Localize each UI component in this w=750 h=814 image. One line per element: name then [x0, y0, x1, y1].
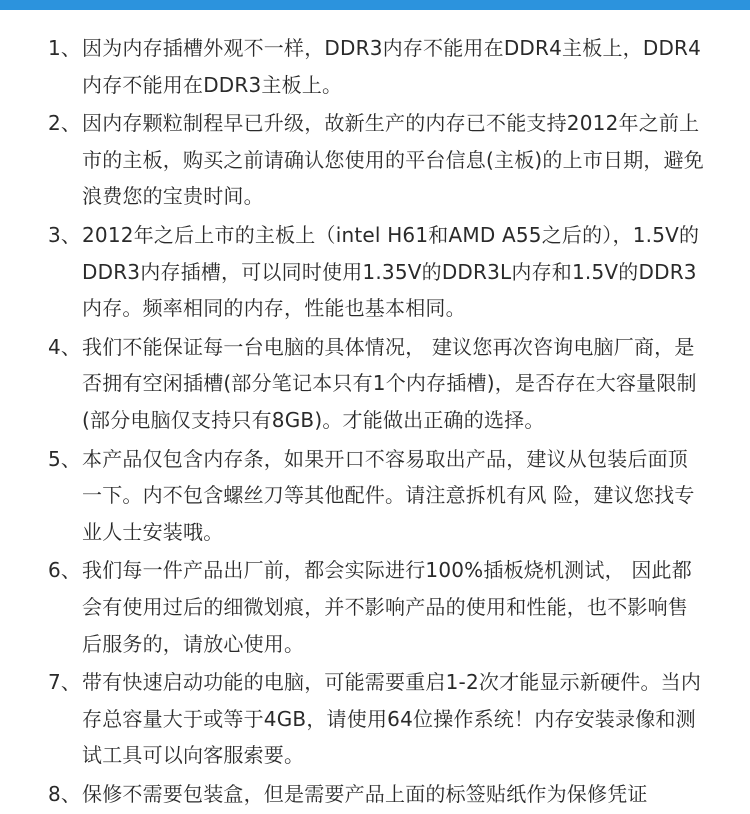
notice-text: 本产品仅包含内存条，如果开口不容易取出产品，建议从包装后面顶一下。内不包含螺丝刀等其他配件。请注意拆机有风 险，建议您找专业人士安装哦。: [82, 446, 695, 544]
notice-number: 7、: [48, 670, 82, 695]
notice-number: 3、: [48, 222, 82, 247]
notice-item: [0, 664, 750, 774]
notice-item: [0, 105, 750, 215]
top-accent-bar: [0, 0, 750, 10]
notice-item: [0, 552, 750, 662]
notice-text: 因内存颗粒制程早已升级，故新生产的内存已不能支持2012年之前上市的主板，购买之前请确认您使用的平台信息(主板)的上市日期，避免浪费您的宝贵时间。: [82, 111, 705, 209]
notice-item: [0, 217, 750, 327]
notice-item: [0, 441, 750, 551]
notice-number: 4、: [48, 334, 82, 359]
notice-number: 6、: [48, 558, 82, 583]
notice-item: [0, 30, 750, 103]
notice-number: 5、: [48, 446, 82, 471]
notice-item: [0, 329, 750, 439]
notice-text: 我们每一件产品出厂前，都会实际进行100%插板烧机测试， 因此都会有使用过后的细微划痕，并不影响产品的使用和性能，也不影响售后服务的，请放心使用。: [82, 558, 692, 656]
notice-text: 2012年之后上市的主板上（intel H61和AMD A55之后的），1.5V的DDR3内存插槽，可以同时使用1.35V的DDR3L内存和1.5V的DDR3内存。频率相同的内存，性能也基本相同。: [82, 222, 700, 321]
notice-text: 保修不需要包装盒，但是需要产品上面的标签贴纸作为保修凭证: [82, 781, 648, 806]
notice-number: 2、: [48, 111, 82, 136]
notice-list: [0, 30, 750, 814]
notice-text: 因为内存插槽外观不一样，DDR3内存不能用在DDR4主板上，DDR4内存不能用在DDR3主板上。: [82, 36, 702, 97]
notice-item: [0, 776, 750, 813]
notice-number: 8、: [48, 781, 82, 806]
notice-number: 1、: [48, 36, 82, 60]
notice-text: 带有快速启动功能的电脑，可能需要重启1-2次才能显示新硬件。当内存总容量大于或等于4GB，请使用64位操作系统！内存安装录像和测试工具可以向客服索要。: [82, 670, 702, 768]
notice-text: 我们不能保证每一台电脑的具体情况， 建议您再次咨询电脑厂商，是否拥有空闲插槽(部分笔记本只有1个内存插槽)，是否存在大容量限制(部分电脑仅支持只有8GB)。才能做出正确的选择。: [82, 334, 697, 432]
